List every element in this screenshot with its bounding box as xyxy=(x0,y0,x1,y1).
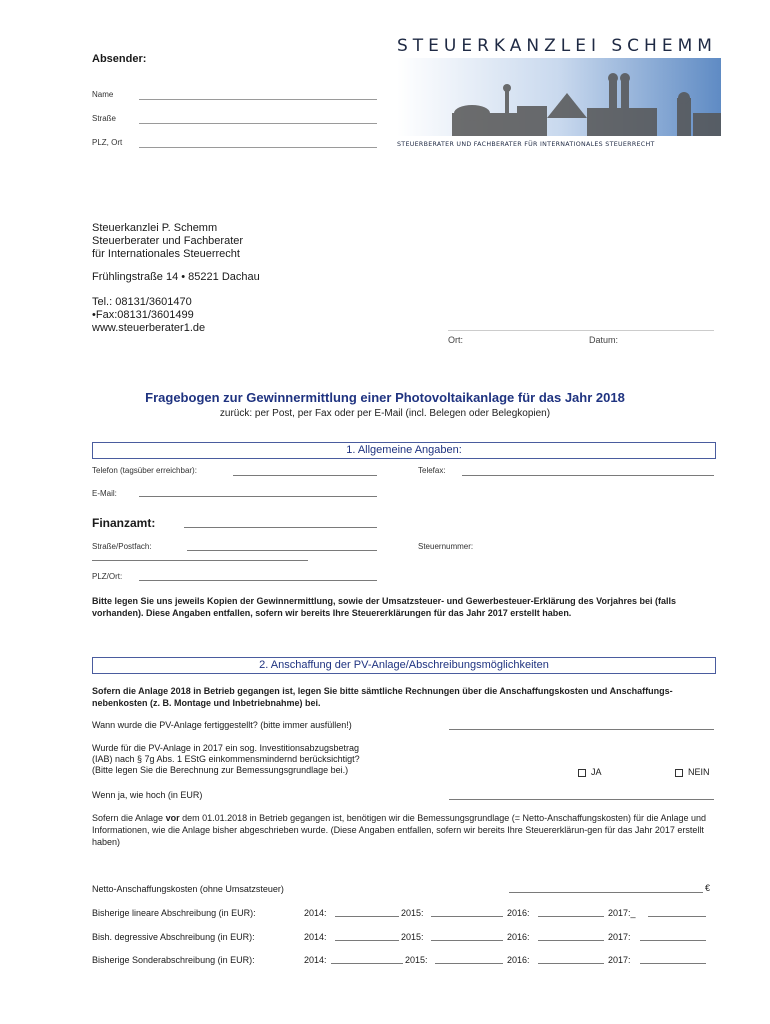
net-cost-label: Netto-Anschaffungskosten (ohne Umsatzsteuer) xyxy=(92,884,284,894)
place-date-field[interactable] xyxy=(448,330,714,331)
year-2017-field[interactable] xyxy=(640,963,706,964)
no-checkbox[interactable] xyxy=(675,769,683,777)
logo-title: STEUERKANZLEI SCHEMM xyxy=(397,36,717,56)
phone-label: Telefon (tagsüber erreichbar): xyxy=(92,466,197,475)
row-label: Bisherige Sonderabschreibung (in EUR): xyxy=(92,955,255,965)
tax-office-street-field[interactable] xyxy=(187,550,377,551)
iab-question-2: (IAB) nach § 7g Abs. 1 EStG einkommensmindernd berücksichtigt? xyxy=(92,754,360,764)
iab-no-option[interactable] xyxy=(675,767,710,777)
year-2014-field[interactable] xyxy=(335,916,399,917)
iab-question-3: (Bitte legen Sie die Berechnung zur Bemessungsgrundlage bei.) xyxy=(92,765,349,775)
iab-question-1: Wurde für die PV-Anlage in 2017 ein sog. Investitionsabzugsbetrag xyxy=(92,743,360,753)
year-2017-label: 2017: xyxy=(608,932,631,942)
section2-intro: Sofern die Anlage 2018 in Betrieb gegangen ist, legen Sie bitte sämtliche Rechnungen über die Anschaffungskosten und Anschaffungs-nebenkosten (z. B. Montage und Inbetriebnahme) bei. xyxy=(92,686,673,708)
completed-question: Wann wurde die PV-Anlage fertiggestellt? (bitte immer ausfüllen!) xyxy=(92,720,352,730)
address-line3: für Internationales Steuerrecht xyxy=(92,248,240,260)
year-2017-field[interactable] xyxy=(648,916,706,917)
amount-field[interactable] xyxy=(449,799,714,800)
address-line1: Steuerkanzlei P. Schemm xyxy=(92,222,218,234)
sender-street-field[interactable] xyxy=(139,123,377,124)
row-label: Bisherige lineare Abschreibung (in EUR): xyxy=(92,908,256,918)
fax-label: Telefax: xyxy=(418,466,446,475)
sender-city-label: PLZ, Ort xyxy=(92,138,123,147)
tax-office-street-label: Straße/Postfach: xyxy=(92,542,152,551)
year-2015-label: 2015: xyxy=(401,932,424,942)
year-2017-label: 2017:_ xyxy=(608,908,636,918)
year-2014-field[interactable] xyxy=(331,963,403,964)
note-emphasis: vor xyxy=(165,813,180,823)
year-2016-field[interactable] xyxy=(538,916,604,917)
year-2015-label: 2015: xyxy=(401,908,424,918)
yes-checkbox[interactable] xyxy=(578,769,586,777)
tax-office-city-field[interactable] xyxy=(139,580,377,581)
section2-note xyxy=(92,812,714,848)
section2-heading: 2. Anschaffung der PV-Anlage/Abschreibungsmöglichkeiten xyxy=(92,657,716,674)
year-2017-field[interactable] xyxy=(640,940,706,941)
address-web: www.steuerberater1.de xyxy=(92,322,206,334)
amount-question: Wenn ja, wie hoch (in EUR) xyxy=(92,790,203,800)
tax-number-label: Steuernummer: xyxy=(418,542,474,551)
sender-name-field[interactable] xyxy=(139,99,377,100)
year-2016-label: 2016: xyxy=(507,932,530,942)
note-text-2: dem 01.01.2018 in Betrieb gegangen ist, benötigen wir die Bemessungsgrundlage (= Netto-Anschaffungskosten) für die Anlage und Informationen, wie die Anlage bisher abgeschrieben wurde. (Diese Angaben entfallen, sofern wir bereits Ihre Steuererklärun-gen für das Jahr 2017 erstellt haben) xyxy=(92,813,707,847)
year-2014-label: 2014: xyxy=(304,955,327,965)
year-2017-label: 2017: xyxy=(608,955,631,965)
sender-heading: Absender: xyxy=(92,53,147,65)
section1-heading: 1. Allgemeine Angaben: xyxy=(92,442,716,459)
completed-field[interactable] xyxy=(449,729,714,730)
logo-subtitle: STEUERBERATER UND FACHBERATER FÜR INTERNATIONALES STEUERRECHT xyxy=(397,141,655,148)
row-label: Bish. degressive Abschreibung (in EUR): xyxy=(92,932,255,942)
year-2014-label: 2014: xyxy=(304,908,327,918)
form-subtitle: zurück: per Post, per Fax oder per E-Mail (incl. Belegen oder Belegkopien) xyxy=(219,408,551,419)
year-2014-field[interactable] xyxy=(335,940,399,941)
date-label: Datum: xyxy=(589,335,619,345)
year-2016-label: 2016: xyxy=(507,955,530,965)
tax-office-city-label: PLZ/Ort: xyxy=(92,572,123,581)
net-cost-field[interactable] xyxy=(509,892,703,893)
sender-city-field[interactable] xyxy=(139,147,377,148)
year-2016-field[interactable] xyxy=(538,963,604,964)
iab-yes-option[interactable] xyxy=(578,767,602,777)
sender-name-label: Name xyxy=(92,90,114,99)
sender-street-label: Straße xyxy=(92,114,117,123)
fax-field[interactable] xyxy=(462,475,714,476)
note-text-1: Sofern die Anlage xyxy=(92,813,166,823)
email-field[interactable] xyxy=(139,496,377,497)
form-title: Fragebogen zur Gewinnermittlung einer Photovoltaikanlage für das Jahr 2018 xyxy=(145,390,625,405)
phone-field[interactable] xyxy=(233,475,377,476)
year-2014-label: 2014: xyxy=(304,932,327,942)
year-2015-label: 2015: xyxy=(405,955,428,965)
year-2015-field[interactable] xyxy=(431,916,503,917)
tax-office-street-field-2[interactable] xyxy=(92,560,308,561)
year-2016-field[interactable] xyxy=(538,940,604,941)
currency-symbol: € xyxy=(705,883,711,893)
address-street: Frühlingstraße 14 • 85221 Dachau xyxy=(92,271,260,283)
tax-office-label: Finanzamt: xyxy=(92,516,156,530)
yes-label: JA xyxy=(591,767,602,777)
place-label: Ort: xyxy=(448,335,463,345)
email-label: E-Mail: xyxy=(92,489,117,498)
section1-note: Bitte legen Sie uns jeweils Kopien der Gewinnermittlung, sowie der Umsatzsteuer- und Gewerbesteuer-Erklärung des Vorjahres bei (falls vorhanden). Diese Angaben entfallen, sofern wir bereits Ihre Steuererklärungen für das Jahr 2017 erstellt haben. xyxy=(92,596,676,618)
logo-skyline-image xyxy=(397,58,721,136)
year-2015-field[interactable] xyxy=(435,963,503,964)
year-2015-field[interactable] xyxy=(431,940,503,941)
address-phone: Tel.: 08131/3601470 xyxy=(92,296,192,308)
address-fax: •Fax:08131/3601499 xyxy=(92,309,194,321)
no-label: NEIN xyxy=(688,767,710,777)
year-2016-label: 2016: xyxy=(507,908,530,918)
tax-office-field[interactable] xyxy=(184,527,377,528)
address-line2: Steuerberater und Fachberater xyxy=(92,235,244,247)
